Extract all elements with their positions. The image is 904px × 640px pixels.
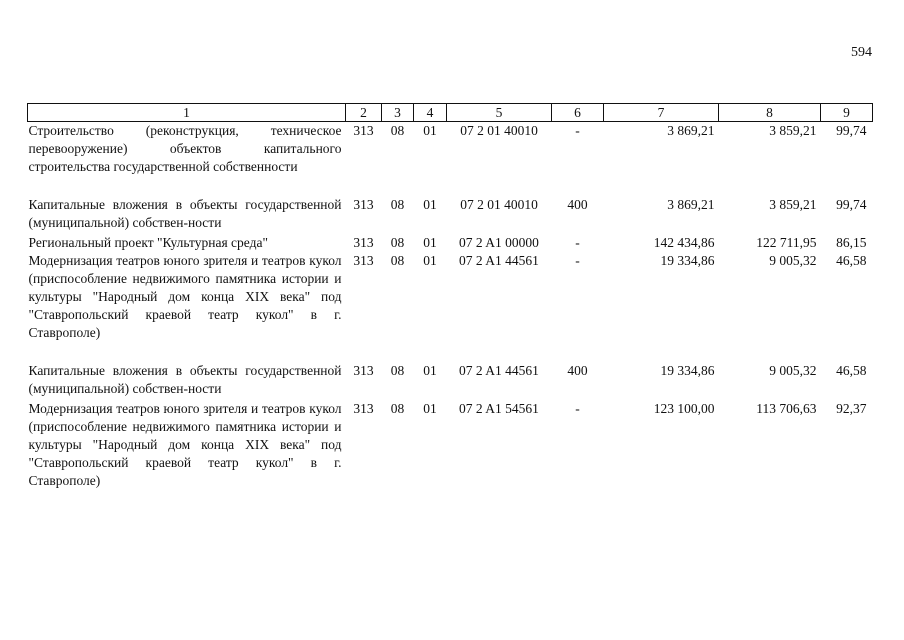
header-cell-7: 7 xyxy=(604,104,719,122)
table-row xyxy=(28,122,873,197)
cell-target-article: 07 2 01 40010 xyxy=(460,123,538,138)
cell-section: 08 xyxy=(390,235,405,250)
cell-ministry: 313 xyxy=(353,235,374,250)
header-cell-9: 9 xyxy=(821,104,873,122)
table-header xyxy=(28,104,873,122)
cell-subsection: 01 xyxy=(423,123,437,138)
header-cell-5: 5 xyxy=(447,104,552,122)
row-name: Модернизация театров юного зрителя и театров кукол (приспособление недвижимого памятника истории и культуры "Народный дом конца XIX века" под "Ставропольский краевой театр кукол" в г. Ставрополе) xyxy=(28,253,342,340)
row-name: Капитальные вложения в объекты государственной (муниципальной) собствен-ности xyxy=(28,197,342,230)
cell-target-article: 07 2 A1 44561 xyxy=(459,363,539,378)
cell-target-article: 07 2 A1 00000 xyxy=(459,235,539,250)
header-cell-6: 6 xyxy=(552,104,604,122)
cell-ministry: 313 xyxy=(353,363,374,378)
cell-expense-type: - xyxy=(575,253,580,268)
cell-subsection: 01 xyxy=(423,401,437,416)
table-row xyxy=(28,400,873,490)
cell-plan: 19 334,86 xyxy=(660,253,715,268)
table-row xyxy=(28,196,873,234)
cell-expense-type: - xyxy=(575,401,580,416)
table-row xyxy=(28,362,873,400)
cell-section: 08 xyxy=(390,363,405,378)
cell-plan: 3 869,21 xyxy=(667,197,715,212)
row-name: Региональный проект "Культурная среда" xyxy=(28,235,268,250)
cell-subsection: 01 xyxy=(423,253,437,268)
cell-percent: 99,74 xyxy=(836,197,867,212)
row-name: Капитальные вложения в объекты государственной (муниципальной) собствен-ности xyxy=(28,363,342,396)
cell-actual: 122 711,95 xyxy=(756,235,817,250)
cell-expense-type: 400 xyxy=(567,363,588,378)
cell-percent: 99,74 xyxy=(836,123,867,138)
table-row xyxy=(28,234,873,252)
cell-actual: 113 706,63 xyxy=(756,401,817,416)
header-cell-2: 2 xyxy=(346,104,382,122)
cell-plan: 19 334,86 xyxy=(660,363,715,378)
header-cell-1: 1 xyxy=(28,104,346,122)
cell-plan: 123 100,00 xyxy=(653,401,715,416)
cell-percent: 86,15 xyxy=(836,235,867,250)
cell-actual: 3 859,21 xyxy=(769,123,817,138)
cell-ministry: 313 xyxy=(353,197,374,212)
cell-expense-type: - xyxy=(575,123,580,138)
cell-plan: 142 434,86 xyxy=(653,235,715,250)
page-number: 594 xyxy=(851,45,872,60)
cell-section: 08 xyxy=(390,123,405,138)
cell-section: 08 xyxy=(390,401,405,416)
cell-subsection: 01 xyxy=(423,235,437,250)
cell-plan: 3 869,21 xyxy=(667,123,715,138)
row-name: Строительство (реконструкция, техническое перевооружение) объектов капитального строительства государственной собственности xyxy=(28,123,342,174)
cell-actual: 3 859,21 xyxy=(769,197,817,212)
table-body xyxy=(28,122,873,491)
header-cell-4: 4 xyxy=(414,104,447,122)
cell-percent: 92,37 xyxy=(836,401,867,416)
cell-percent: 46,58 xyxy=(836,253,867,268)
budget-table xyxy=(27,103,873,490)
cell-ministry: 313 xyxy=(353,253,374,268)
cell-expense-type: 400 xyxy=(567,197,588,212)
row-name: Модернизация театров юного зрителя и театров кукол (приспособление недвижимого памятника истории и культуры "Народный дом конца XIX века" под "Ставропольский краевой театр кукол" в г. Ставрополе) xyxy=(28,401,342,488)
header-cell-8: 8 xyxy=(719,104,821,122)
cell-section: 08 xyxy=(390,253,405,268)
cell-section: 08 xyxy=(390,197,405,212)
table-row xyxy=(28,252,873,362)
cell-target-article: 07 2 A1 54561 xyxy=(459,401,539,416)
cell-target-article: 07 2 01 40010 xyxy=(460,197,538,212)
cell-target-article: 07 2 A1 44561 xyxy=(459,253,539,268)
cell-expense-type: - xyxy=(575,235,580,250)
cell-percent: 46,58 xyxy=(836,363,867,378)
header-row xyxy=(28,104,873,122)
cell-ministry: 313 xyxy=(353,401,374,416)
cell-subsection: 01 xyxy=(423,363,437,378)
cell-ministry: 313 xyxy=(353,123,374,138)
cell-actual: 9 005,32 xyxy=(769,253,817,268)
cell-subsection: 01 xyxy=(423,197,437,212)
header-cell-3: 3 xyxy=(382,104,414,122)
cell-actual: 9 005,32 xyxy=(769,363,817,378)
